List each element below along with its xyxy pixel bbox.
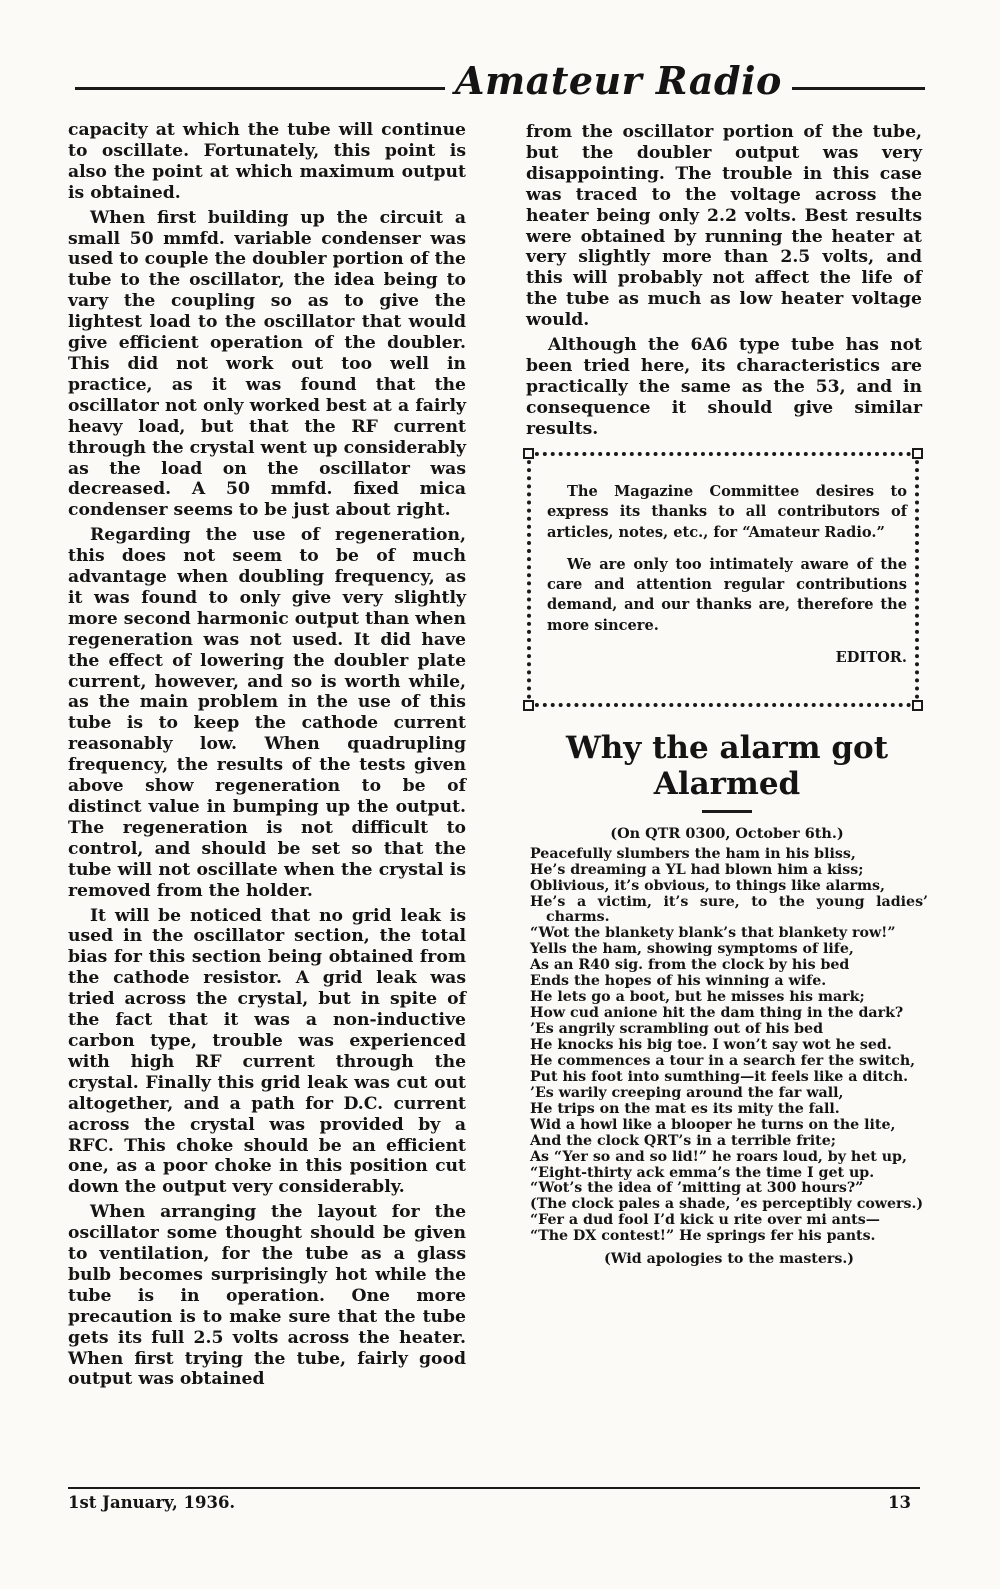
notice-text (547, 482, 907, 680)
poem-line: How cud anione hit the dam thing in the dark? (530, 1004, 904, 1021)
poem-body (530, 847, 928, 1267)
poem-line: He’s dreaming a YL had blown him a kiss; (530, 861, 864, 878)
masthead (75, 56, 925, 106)
poem-credit: (Wid apologies to the masters.) (603, 1251, 854, 1268)
poem-line: He knocks his big toe. I won’t say wot he sed. (530, 1036, 892, 1053)
notice-paragraph-1: The Magazine Committee desires to express its thanks to all contributors of articles, notes, etc., for “Amateur Radio.” (547, 483, 907, 541)
right-column-article (526, 122, 922, 444)
page-number: 13 (888, 1493, 911, 1512)
poem-title (527, 730, 927, 802)
poem-line: “Eight-thirty ack emma’s the time I get up. (530, 1164, 875, 1181)
poem-line: “Wot’s the idea of ’mitting at 300 hours?” (530, 1180, 864, 1197)
poem-line: Wid a howl like a blooper he turns on the lite, (530, 1116, 896, 1133)
poem-title-line-2: Alarmed (653, 766, 801, 802)
poem-title-line-1: Why the alarm got (565, 730, 889, 766)
poem-line: “The DX contest!” He springs fer his pants. (530, 1228, 876, 1245)
poem-line: “Wot the blankety blank’s that blankety row!” (530, 924, 896, 941)
box-corner-ornament (523, 700, 534, 711)
left-paragraph-5: When arranging the layout for the oscillator some thought should be given to ventilation, for the tube as a glass bulb becomes surprisingly hot while the tube is in operation. One more precaution is to make sure that the tube gets its full 2.5 volts across the heater. When first trying the tube, fairly good output was obtained (68, 1202, 466, 1390)
box-corner-ornament (912, 448, 923, 459)
poem-line: As an R40 sig. from the clock by his bed (530, 956, 850, 973)
poem-line: Yells the ham, showing symptoms of life, (530, 940, 854, 957)
poem-line: (The clock pales a shade, ’es perceptibly cowers.) (530, 1196, 924, 1213)
right-paragraph-1: from the oscillator portion of the tube, but the doubler output was very disappointing. The trouble in this case was traced to the voltage across the heater being only 2.2 volts. Best results were obtained by running the heater at very slightly more than 2.5 volts, and this will probably not affect the life of the tube as much as low heater voltage would. (526, 122, 922, 331)
box-corner-ornament (523, 448, 534, 459)
footer-rule (68, 1487, 920, 1489)
poem-line: And the clock QRT’s in a terrible frite; (530, 1132, 836, 1149)
poem-line: Oblivious, it’s obvious, to things like alarms, (530, 877, 885, 894)
editor-notice-box (527, 452, 919, 707)
poem-line: “Fer a dud fool I’d kick u rite over mi ants— (530, 1212, 880, 1229)
notice-paragraph-2: We are only too intimately aware of the care and attention regular contributions demand, and our thanks are, therefore the more sincere. (547, 555, 907, 634)
poem-line: Ends the hopes of his winning a wife. (530, 972, 827, 989)
poem-line: He lets go a boot, but he misses his mark; (530, 988, 865, 1005)
poem-line: Put his foot into sumthing—it feels like a ditch. (530, 1068, 909, 1085)
left-paragraph-4: It will be noticed that no grid leak is used in the oscillator section, the total bias for this section being obtained from the cathode resistor. A grid leak was tried across the crystal, but in spite of the fact that it was a non-inductive carbon type, trouble was experienced with high RF current through the crystal. Finally this grid leak was cut out altogether, and a path for D.C. current across the crystal was provided by a RFC. This choke should be an efficient one, as a poor choke in this position cut down the output very considerably. (68, 905, 466, 1198)
left-column (68, 120, 466, 1394)
left-paragraph-2: When first building up the circuit a small 50 mmfd. variable condenser was used to couple the doubler portion of the tube to the oscillator, the idea being to vary the coupling so as to give the lightest load to the oscillator that would give efficient operation of the doubler. This did not work out too well in practice, as it was found that the oscillator not only worked best at a fairly heavy load, but that the RF current through the crystal went up considerably as the load on the oscillator was decreased. A 50 mmfd. fixed mica condenser seems to be just about right. (68, 207, 466, 521)
masthead-title: Amateur Radio (445, 56, 792, 106)
poem-subtitle: (On QTR 0300, October 6th.) (610, 825, 844, 842)
poem-line: ’Es warily creeping around the far wall, (530, 1084, 844, 1101)
poem-line: Peacefully slumbers the ham in his bliss, (530, 846, 856, 862)
footer-date: 1st January, 1936. (68, 1493, 236, 1512)
left-paragraph-3: Regarding the use of regeneration, this does not seem to be of much advantage when doubling frequency, as it was found to only give very slightly more second harmonic output than when regeneration was not used. It did have the effect of lowering the doubler plate current, however, and so is worth while, as the main problem in the use of this tube is to keep the cathode current reasonably low. When quadrupling frequency, the results of the tests given above show regeneration to be of distinct value in bumping up the output. The regeneration is not difficult to control, and should be set so that the tube will not oscillate when the crystal is removed from the holder. (68, 525, 466, 901)
poem-line: As “Yer so and so lid!” he roars loud, by het up, (530, 1148, 907, 1165)
poem-title-rule (702, 810, 752, 813)
poem-line: He commences a tour in a search fer the switch, (530, 1052, 916, 1069)
right-paragraph-2: Although the 6A6 type tube has not been tried here, its characteristics are practically the same as the 53, and in consequence it should give similar results. (526, 335, 922, 439)
left-paragraph-1: capacity at which the tube will continue to oscillate. Fortunately, this point is also the point at which maximum output is obtained. (68, 120, 466, 203)
poem-line: He’s a victim, it’s sure, to the young ladies’ charms. (530, 893, 928, 925)
poem-line: He trips on the mat es its mity the fall. (530, 1100, 840, 1117)
notice-signature: EDITOR. (835, 649, 907, 667)
box-corner-ornament (912, 700, 923, 711)
poem-line: ’Es angrily scrambling out of his bed (530, 1020, 823, 1037)
